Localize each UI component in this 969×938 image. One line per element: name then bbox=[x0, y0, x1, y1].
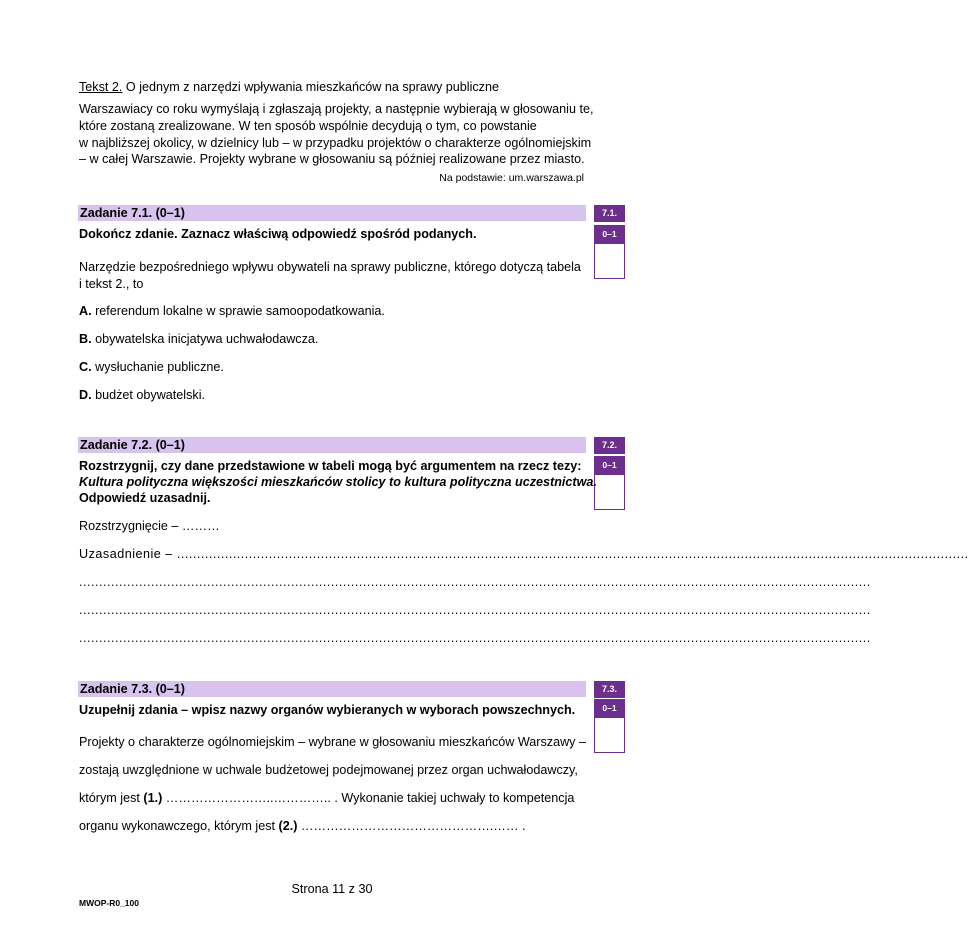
task72-justification-line[interactable]: Uzasadnienie – ...................................................................................................................................................................................................... bbox=[79, 547, 969, 561]
task73-blank-1-line[interactable]: którym jest (1.) ……………………..………….. . Wykonanie takiej uchwały to kompetencja bbox=[79, 791, 575, 805]
task71-instruction: Dokończ zdanie. Zaznacz właściwą odpowiedź spośród podanych. bbox=[79, 227, 477, 241]
task72-instruction: Rozstrzygnij, czy dane przedstawione w tabeli mogą być argumentem na rzecz tezy: bbox=[79, 459, 582, 473]
task71-option-a[interactable]: A. referendum lokalne w sprawie samoopodatkowania. bbox=[79, 304, 385, 318]
task73-score: 0–1 bbox=[594, 699, 625, 717]
text2-line: w najbliższej okolicy, w dzielnicy lub – w przypadku projektów o charakterze ogólnomiejskim bbox=[79, 136, 592, 150]
task71-score-box[interactable] bbox=[594, 243, 625, 279]
task72-header: Zadanie 7.2. (0–1) bbox=[80, 438, 185, 452]
page-number: Strona 11 z 30 bbox=[291, 882, 373, 896]
task72-answer-line[interactable]: ...................................................................................................................................................................................................... bbox=[79, 603, 871, 617]
task73-line: zostają uwzględnione w uchwale budżetowej podejmowanej przez organ uchwałodawczy, bbox=[79, 763, 578, 777]
task71-score: 0–1 bbox=[594, 225, 625, 243]
text2-title: Tekst 2. O jednym z narzędzi wpływania mieszkańców na sprawy publiczne bbox=[79, 80, 499, 94]
task72-score-box[interactable] bbox=[594, 474, 625, 510]
task71-tag: 7.1. bbox=[594, 205, 625, 222]
task73-line: Projekty o charakterze ogólnomiejskim – wybrane w głosowaniu mieszkańców Warszawy – bbox=[79, 735, 586, 749]
task71-option-d[interactable]: D. budżet obywatelski. bbox=[79, 388, 205, 402]
task72-instruction-justify: Odpowiedź uzasadnij. bbox=[79, 491, 211, 505]
exam-code: MWOP-R0_100 bbox=[79, 898, 139, 908]
task72-tag: 7.2. bbox=[594, 437, 625, 454]
text2-line: które zostaną zrealizowane. W ten sposób wspólnie decydują o tym, co powstanie bbox=[79, 119, 537, 133]
text2-label: Tekst 2. bbox=[79, 80, 123, 94]
task71-header: Zadanie 7.1. (0–1) bbox=[80, 206, 185, 220]
task73-header-bar bbox=[78, 681, 586, 697]
task73-instruction: Uzupełnij zdania – wpisz nazwy organów wybieranych w wyborach powszechnych. bbox=[79, 703, 576, 717]
task72-header-bar bbox=[78, 437, 586, 453]
task72-decision[interactable]: Rozstrzygnięcie – ……… bbox=[79, 519, 220, 533]
task73-blank-2-line[interactable]: organu wykonawczego, którym jest (2.) ……………………………………….…… . bbox=[79, 819, 526, 833]
task71-option-c[interactable]: C. wysłuchanie publiczne. bbox=[79, 360, 224, 374]
task73-tag: 7.3. bbox=[594, 681, 625, 698]
text2-source: Na podstawie: um.warszawa.pl bbox=[439, 172, 584, 184]
task71-stem: Narzędzie bezpośredniego wpływu obywateli na sprawy publiczne, którego dotyczą tabela bbox=[79, 260, 581, 274]
text2-line: Warszawiacy co roku wymyślają i zgłaszają projekty, a następnie wybierają w głosowaniu te, bbox=[79, 102, 594, 116]
task72-score: 0–1 bbox=[594, 456, 625, 474]
task72-answer-line[interactable]: ...................................................................................................................................................................................................... bbox=[79, 575, 871, 589]
task72-answer-line[interactable]: ...................................................................................................................................................................................................... bbox=[79, 631, 871, 645]
task71-header-bar bbox=[78, 205, 586, 221]
task71-stem: i tekst 2., to bbox=[79, 277, 144, 291]
task73-header: Zadanie 7.3. (0–1) bbox=[80, 682, 185, 696]
task72-thesis: Kultura polityczna większości mieszkańców stolicy to kultura polityczna uczestnictwa. bbox=[79, 475, 597, 489]
text2-line: – w całej Warszawie. Projekty wybrane w głosowaniu są później realizowane przez miasto. bbox=[79, 152, 585, 166]
task73-score-box[interactable] bbox=[594, 717, 625, 753]
task71-option-b[interactable]: B. obywatelska inicjatywa uchwałodawcza. bbox=[79, 332, 319, 346]
